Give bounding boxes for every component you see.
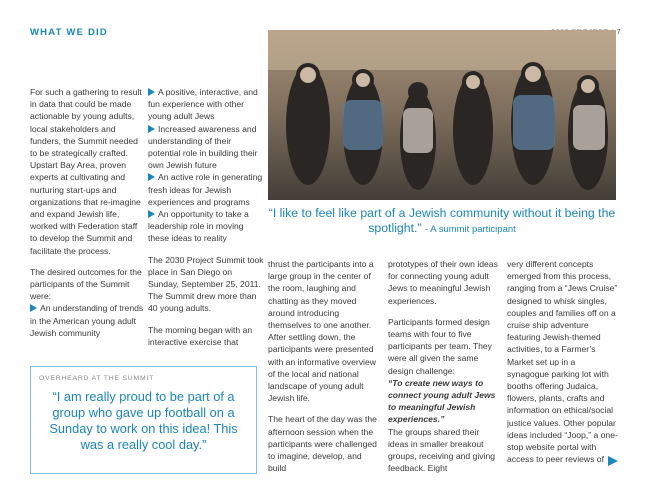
summit-photo (268, 30, 616, 208)
section-title: WHAT WE DID (30, 27, 108, 38)
paragraph: thrust the participants into a large group in the center of the room, laughing and chatting as they moved around introducing themselves to one another. After settling down, the participants were presented with an informative overview of the local and national landscape of young adult Jewish life. (268, 259, 376, 404)
design-challenge: “To create new ways to connect young adult Jews to meaningful Jewish experiences.” (388, 377, 496, 425)
triangle-bullet-icon (148, 173, 155, 181)
paragraph: The 2030 Project Summit took place in San Diego on Sunday, September 25, 2011. The Summit drew more than 40 young adults. (148, 254, 264, 314)
bullet-item: An understanding of trends in the American young adult Jewish community (30, 303, 144, 338)
column-1 (30, 86, 144, 339)
triangle-bullet-icon (30, 304, 37, 312)
column-5 (507, 258, 619, 474)
bullet-item: An active role in generating fresh ideas for Jewish experiences and programs (148, 172, 263, 207)
triangle-bullet-icon (148, 88, 155, 96)
pull-quote (268, 200, 616, 244)
bullet-item: Increased awareness and understanding of their potential role in building their own Jewish future (148, 123, 258, 171)
paragraph: The desired outcomes for the participants of the Summit were: (30, 266, 142, 302)
column-4 (388, 258, 502, 483)
column-3 (268, 258, 382, 483)
page-number: 7 (616, 27, 622, 36)
paragraph: The heart of the day was the afternoon session when the participants were challenged to imagine, develop, and build (268, 414, 377, 474)
paragraph: The morning began with an interactive exercise that (148, 324, 253, 347)
column-2 (148, 86, 264, 357)
paragraph: For such a gathering to result in data that could be made actionable by young adults, local stakeholders and funders, the Summit needed to be strategically crafted. Upstart Bay Area, proven experts at cultivating and nurturing start-ups and organizations that re-imagine and expand Jewish life, worked with Federation staff to develop the Summit and facilitate the process. (30, 87, 142, 256)
bullet-item: An opportunity to take a leadership role in moving these ideas to reality (148, 209, 249, 244)
overheard-box (30, 366, 257, 474)
overheard-label: OVERHEARD AT THE SUMMIT (39, 375, 155, 382)
continue-arrow-icon (608, 453, 618, 471)
bullet-item: A positive, interactive, and fun experience with other young adult Jews (148, 87, 258, 122)
pull-quote-text: “I like to feel like part of a Jewish community without it being the spotlight.” - A summit participant (268, 206, 616, 235)
overheard-quote: “I am really proud to be part of a group who gave up football on a Sunday to work on this idea! This was a really cool day.” (49, 389, 238, 452)
paragraph: Participants formed design teams with four to five participants per team. They were all given the same design challenge: (388, 316, 492, 376)
paragraph: prototypes of their own ideas for connecting young adult Jews to meaningful Jewish experiences. (388, 259, 498, 306)
pull-quote-attribution: - A summit participant (424, 223, 516, 235)
triangle-bullet-icon (148, 125, 155, 133)
paragraph: The groups shared their ideas in smaller breakout groups, receiving and giving feedback. Eight (388, 426, 496, 474)
triangle-bullet-icon (148, 210, 155, 218)
paragraph: very different concepts emerged from this process, ranging from a “Jews Cruise” designed to whisk singles, couples and families off on a cruise ship adventure featuring Jewish-themed activities, to a Farmer’s Market set up in a synagogue parking lot with booths offering Judaica, flowers, plants, crafts and information on ethical/social justice values. Other popular ideas included “Joop,” a one-stop website portal with access to peer reviews of (507, 259, 618, 465)
